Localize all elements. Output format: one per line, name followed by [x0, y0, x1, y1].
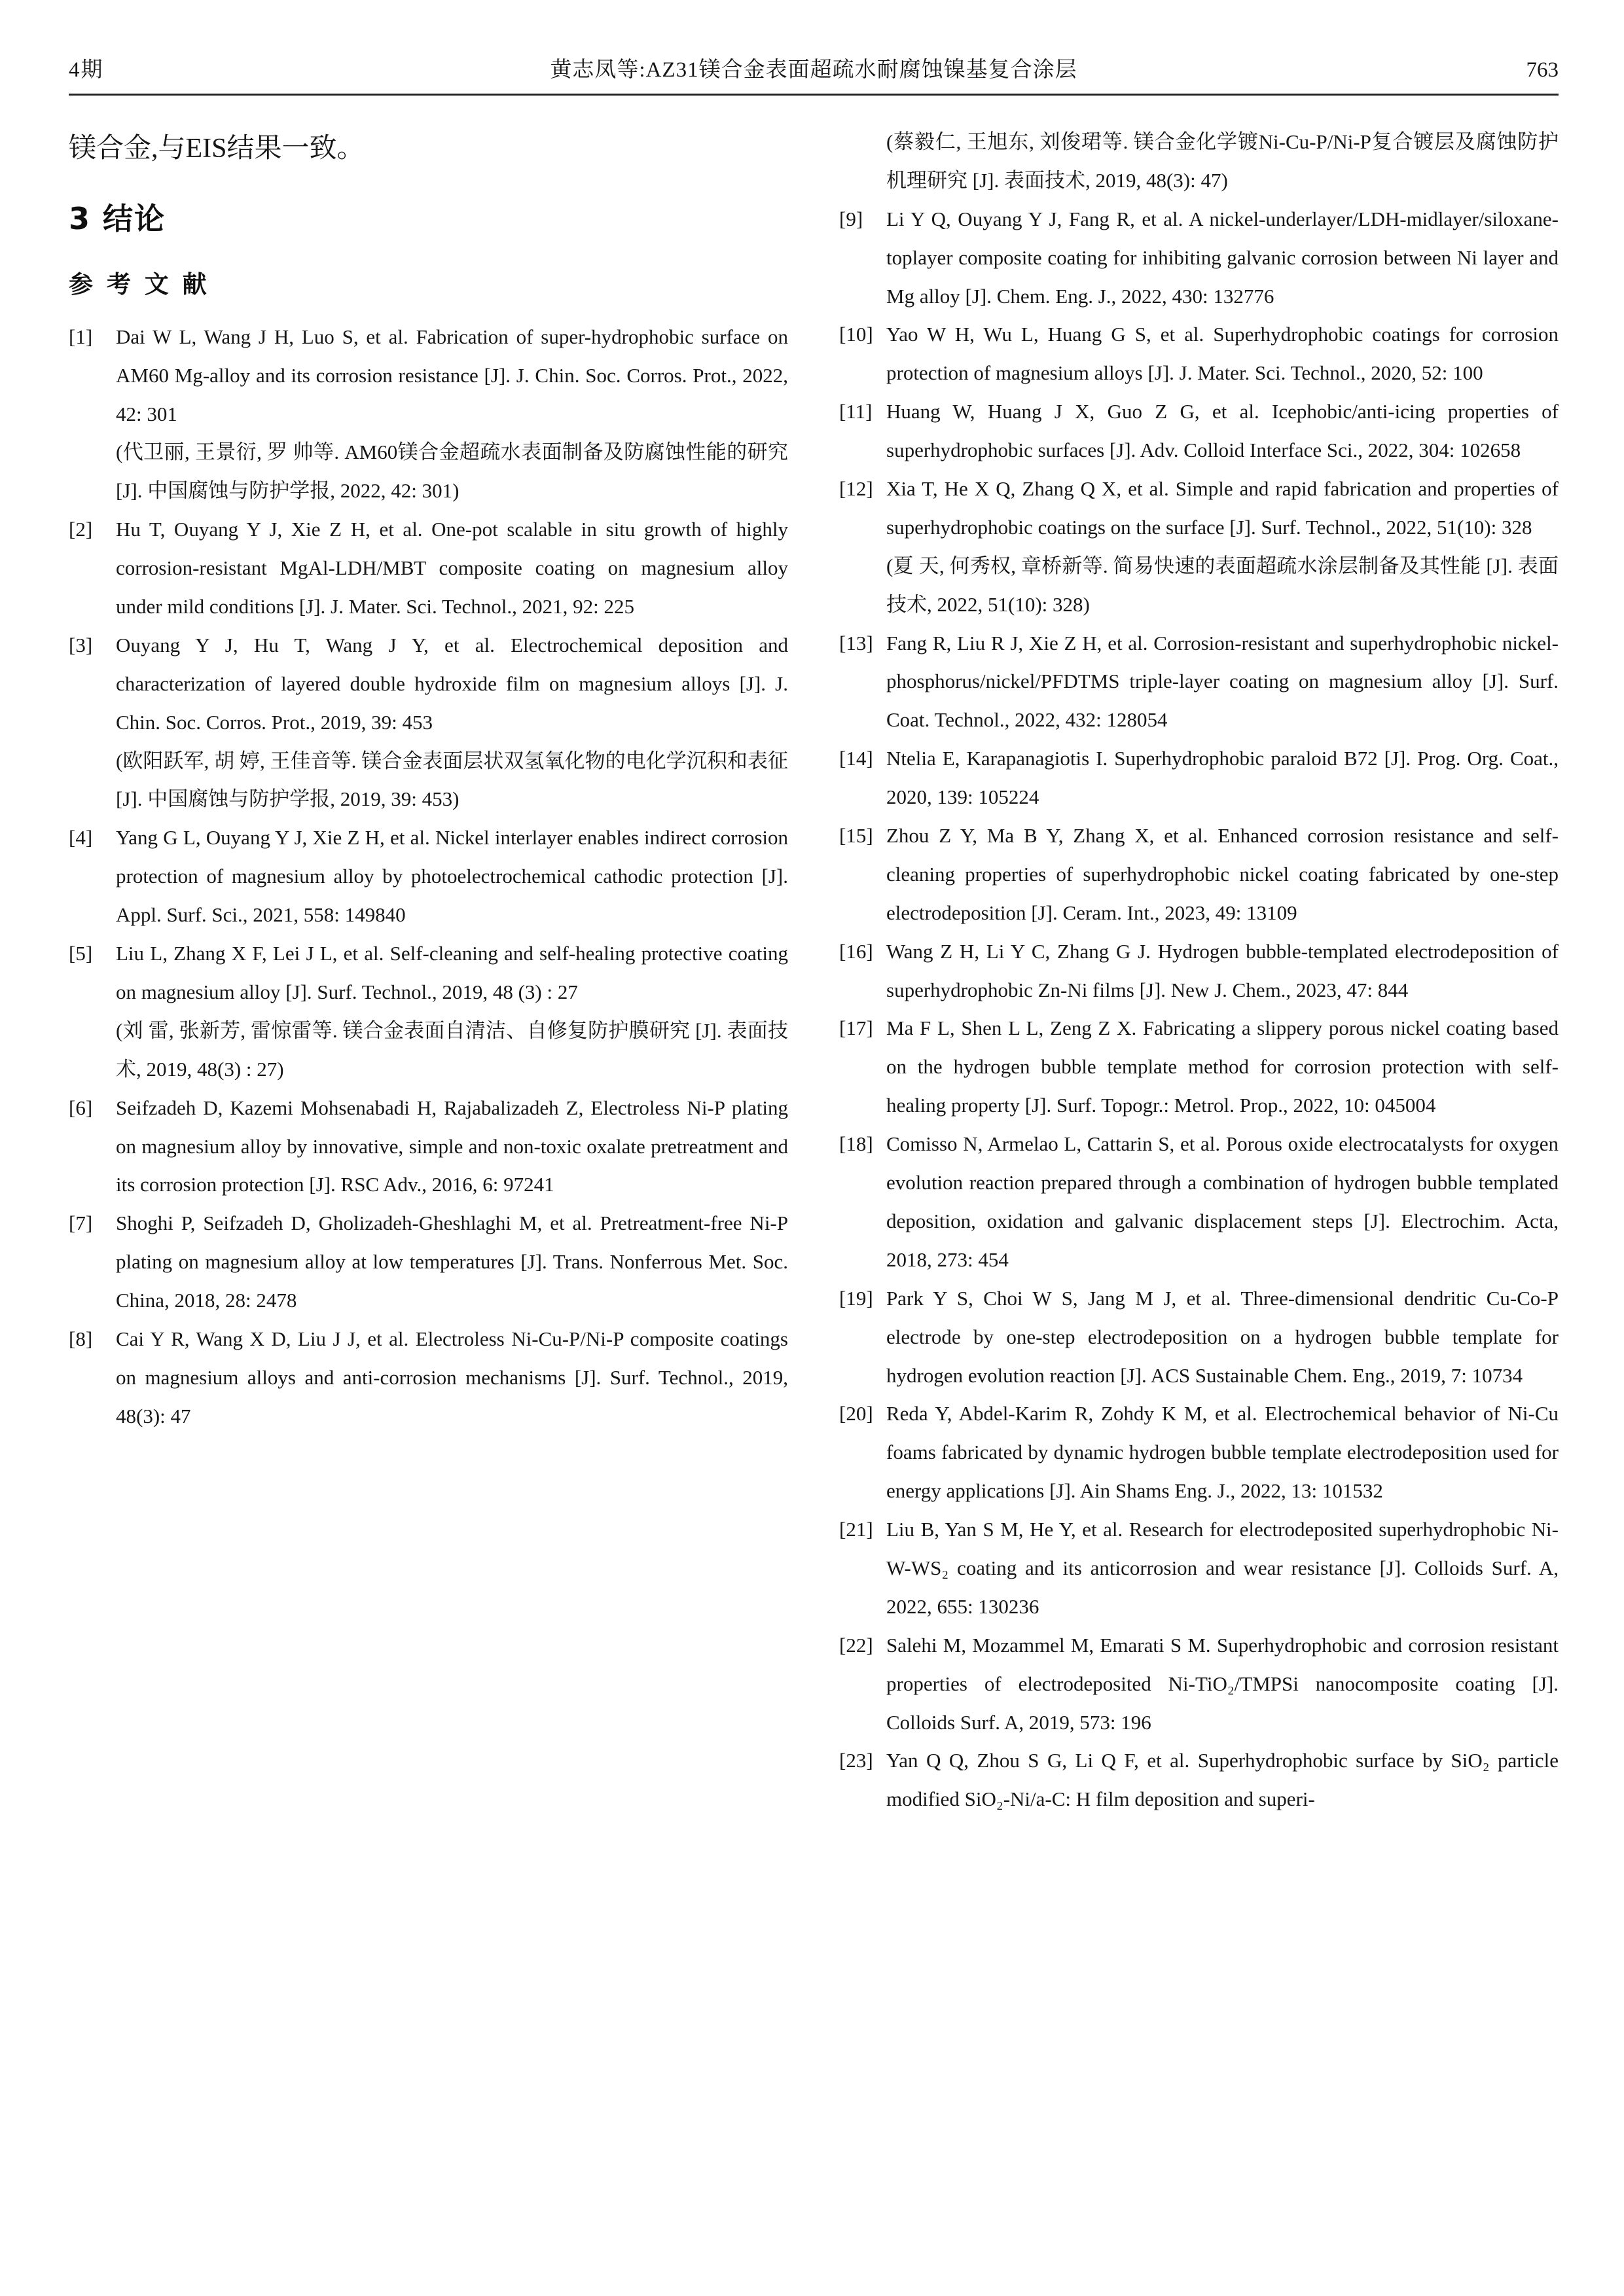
reference-item: [839, 1395, 1559, 1511]
reference-text: Shoghi P, Seifzadeh D, Gholizadeh-Gheshlaghi M, et al. Pretreatment-free Ni-P plating on magnesium alloy at low temperatures [J]. Trans. Nonferrous Met. Soc. China, 2018, 28: 2478: [116, 1211, 788, 1312]
reference-text: Ntelia E, Karapanagiotis I. Superhydrophobic paraloid B72 [J]. Prog. Org. Coat., 2020, 139: 105224: [886, 747, 1559, 809]
reference-text: Reda Y, Abdel-Karim R, Zohdy K M, et al. Electrochemical behavior of Ni-Cu foams fabricated by dynamic hydrogen bubble template electrodeposition used for energy applications [J]. Ain Shams Eng. J., 2022, 13: 101532: [886, 1402, 1559, 1503]
reference-number: [12]: [839, 477, 873, 501]
reference-number: [1]: [69, 325, 93, 348]
reference-body: [116, 935, 788, 1089]
reference-number: [20]: [839, 1402, 873, 1426]
reference-text: Yang G L, Ouyang Y J, Xie Z H, et al. Nickel interlayer enables indirect corrosion protection of magnesium alloy by photoelectrochemical cathodic protection [J]. Appl. Surf. Sci., 2021, 558: 149840: [116, 826, 788, 927]
reference-text: Salehi M, Mozammel M, Emarati S M. Superhydrophobic and corrosion resistant properties of electrodeposited Ni-TiO₂/TMPSi nanocomposite coating [J]. Colloids Surf. A, 2019, 573: 196: [886, 1633, 1559, 1734]
reference-number: [19]: [839, 1286, 873, 1310]
reference-item: [839, 315, 1559, 393]
reference-item: [839, 1511, 1559, 1626]
reference-body: [886, 1125, 1559, 1280]
reference-text: Yan Q Q, Zhou S G, Li Q F, et al. Superhydrophobic surface by SiO₂ particle modified SiO₂-Ni/a-C: H film deposition and superi-: [886, 1749, 1559, 1811]
references-list-right: [839, 123, 1559, 1819]
reference-number: [3]: [69, 633, 93, 656]
reference-number: [17]: [839, 1016, 873, 1040]
reference-item: [69, 318, 788, 511]
two-column-body: [69, 123, 1559, 1819]
reference-text: Fang R, Liu R J, Xie Z H, et al. Corrosion-resistant and superhydrophobic nickel-phosphorus/nickel/PFDTMS triple-layer coating on magnesium alloy [J]. Surf. Coat. Technol., 2022, 432: 128054: [886, 631, 1559, 732]
reference-number: [18]: [839, 1132, 873, 1156]
reference-number: [8]: [69, 1327, 93, 1350]
reference-item: [839, 1626, 1559, 1742]
reference-text: Huang W, Huang J X, Guo Z G, et al. Icephobic/anti-icing properties of superhydrophobic surfaces [J]. Adv. Colloid Interface Sci., 2022, 304: 102658: [886, 400, 1559, 462]
reference-number: [10]: [839, 323, 873, 346]
reference-item: [839, 1280, 1559, 1395]
reference-body: [886, 624, 1559, 740]
reference-translation: (夏 天, 何秀权, 章桥新等. 简易快速的表面超疏水涂层制备及其性能 [J]. 表面技术, 2022, 51(10): 328): [886, 554, 1559, 616]
reference-number: [23]: [839, 1749, 873, 1772]
reference-text: Hu T, Ouyang Y J, Xie Z H, et al. One-pot scalable in situ growth of highly corrosion-resistant MgAl-LDH/MBT composite coating on magnesium alloy under mild conditions [J]. J. Mater. Sci. Technol., 2021, 92: 225: [116, 518, 788, 619]
reference-body: [116, 819, 788, 935]
reference-number: [14]: [839, 747, 873, 770]
reference-number: [6]: [69, 1096, 93, 1119]
reference-text: Ma F L, Shen L L, Zeng Z X. Fabricating a slippery porous nickel coating based on the hydrogen bubble template method for corrosion protection with self-healing property [J]. Surf. Topogr.: Metrol. Prop., 2022, 10: 045004: [886, 1016, 1559, 1117]
reference-item: [839, 817, 1559, 933]
reference-translation: (代卫丽, 王景衍, 罗 帅等. AM60镁合金超疏水表面制备及防腐蚀性能的研究 [J]. 中国腐蚀与防护学报, 2022, 42: 301): [116, 440, 788, 503]
reference-item: [839, 624, 1559, 740]
reference-number: [16]: [839, 939, 873, 963]
reference-body: [886, 933, 1559, 1010]
reference-item: [839, 740, 1559, 817]
reference-body: [116, 1320, 788, 1436]
reference-body: [886, 740, 1559, 817]
reference-body: [886, 1395, 1559, 1511]
reference-translation: (刘 雷, 张新芳, 雷惊雷等. 镁合金表面自清洁、自修复防护膜研究 [J]. 表面技术, 2019, 48(3) : 27): [116, 1018, 788, 1081]
reference-body: [886, 1009, 1559, 1125]
reference-item: [839, 393, 1559, 470]
reference-item: [839, 1009, 1559, 1125]
reference-body: [886, 1742, 1559, 1819]
journal-header: [69, 52, 1559, 96]
issue-label: 4期: [69, 58, 104, 82]
reference-item: [69, 1089, 788, 1205]
reference-item: [839, 470, 1559, 624]
reference-body: [886, 315, 1559, 393]
reference-item: [69, 1204, 788, 1320]
reference-item: [69, 819, 788, 935]
reference-item: [69, 935, 788, 1089]
reference-body: [116, 626, 788, 819]
reference-text: Liu L, Zhang X F, Lei J L, et al. Self-cleaning and self-healing protective coating on magnesium alloy [J]. Surf. Technol., 2019, 48 (3) : 27: [116, 942, 788, 1003]
continuation-text: 镁合金,与EIS结果一致。: [69, 134, 365, 164]
reference-text: Dai W L, Wang J H, Luo S, et al. Fabrication of super-hydrophobic surface on AM60 Mg-alloy and its corrosion resistance [J]. J. Chin. Soc. Corros. Prot., 2022, 42: 301: [116, 325, 788, 425]
reference-text: Seifzadeh D, Kazemi Mohsenabadi H, Rajabalizadeh Z, Electroless Ni-P plating on magnesium alloy by innovative, simple and non-toxic oxalate pretreatment and its corrosion protection [J]. RSC Adv., 2016, 6: 97241: [116, 1096, 788, 1196]
reference-number: [5]: [69, 942, 93, 965]
reference-body: [886, 1280, 1559, 1395]
conclusion-heading: 3 结论: [69, 200, 166, 236]
references-list-left: [69, 318, 788, 1436]
reference-body: [886, 123, 1559, 200]
reference-body: [116, 1204, 788, 1320]
right-column: [839, 123, 1559, 1819]
reference-text: Zhou Z Y, Ma B Y, Zhang X, et al. Enhanced corrosion resistance and self-cleaning properties of superhydrophobic nickel coating fabricated by one-step electrodeposition [J]. Ceram. Int., 2023, 49: 13109: [886, 824, 1559, 924]
left-column: [69, 123, 788, 1819]
reference-item: [839, 123, 1559, 200]
page-number: 763: [1526, 58, 1559, 82]
reference-number: [7]: [69, 1211, 93, 1235]
reference-item: [69, 1320, 788, 1436]
reference-translation: (欧阳跃军, 胡 婷, 王佳音等. 镁合金表面层状双氢氧化物的电化学沉积和表征 [J]. 中国腐蚀与防护学报, 2019, 39: 453): [116, 749, 788, 811]
reference-number: [9]: [839, 207, 863, 230]
reference-body: [116, 1089, 788, 1205]
reference-item: [839, 933, 1559, 1010]
reference-text: Ouyang Y J, Hu T, Wang J Y, et al. Electrochemical deposition and characterization of layered double hydroxide film on magnesium alloys [J]. J. Chin. Soc. Corros. Prot., 2019, 39: 453: [116, 633, 788, 734]
reference-number: [21]: [839, 1518, 873, 1541]
running-title: 黄志凤等:AZ31镁合金表面超疏水耐腐蚀镍基复合涂层: [550, 58, 1077, 82]
reference-item: [69, 511, 788, 626]
reference-body: [886, 393, 1559, 470]
reference-number: [11]: [839, 400, 873, 423]
reference-text: Li Y Q, Ouyang Y J, Fang R, et al. A nickel-underlayer/LDH-midlayer/siloxane-toplayer composite coating for inhibiting galvanic corrosion between Ni layer and Mg alloy [J]. Chem. Eng. J., 2022, 430: 132776: [886, 207, 1559, 308]
reference-body: [886, 1511, 1559, 1626]
reference-item: [839, 1125, 1559, 1280]
reference-item: [839, 1742, 1559, 1819]
reference-text: Wang Z H, Li Y C, Zhang G J. Hydrogen bubble-templated electrodeposition of superhydrophobic Zn-Ni films [J]. New J. Chem., 2023, 47: 844: [886, 939, 1559, 1001]
references-heading: 参 考 文 献: [69, 270, 209, 298]
reference-text: Xia T, He X Q, Zhang Q X, et al. Simple and rapid fabrication and properties of superhydrophobic coatings on the surface [J]. Surf. Technol., 2022, 51(10): 328: [886, 477, 1559, 539]
reference-translation: (蔡毅仁, 王旭东, 刘俊珺等. 镁合金化学镀Ni-Cu-P/Ni-P复合镀层及腐蚀防护机理研究 [J]. 表面技术, 2019, 48(3): 47): [886, 130, 1559, 192]
reference-item: [839, 200, 1559, 316]
reference-item: [69, 626, 788, 819]
reference-text: Yao W H, Wu L, Huang G S, et al. Superhydrophobic coatings for corrosion protection of magnesium alloys [J]. J. Mater. Sci. Technol., 2020, 52: 100: [886, 323, 1559, 385]
reference-number: [13]: [839, 631, 873, 655]
reference-body: [116, 511, 788, 626]
reference-number: [4]: [69, 826, 93, 850]
reference-text: Comisso N, Armelao L, Cattarin S, et al. Porous oxide electrocatalysts for oxygen evolution reaction prepared through a combination of hydrogen bubble templated deposition, oxidation and galvanic displacement steps [J]. Electrochim. Acta, 2018, 273: 454: [886, 1132, 1559, 1271]
reference-number: [2]: [69, 518, 93, 541]
reference-body: [886, 470, 1559, 624]
reference-body: [886, 200, 1559, 316]
reference-body: [116, 318, 788, 511]
reference-number: [22]: [839, 1633, 873, 1657]
reference-text: Cai Y R, Wang X D, Liu J J, et al. Electroless Ni-Cu-P/Ni-P composite coatings on magnesium alloys and anti-corrosion mechanisms [J]. Surf. Technol., 2019, 48(3): 47: [116, 1327, 788, 1427]
reference-body: [886, 1626, 1559, 1742]
reference-text: Park Y S, Choi W S, Jang M J, et al. Three-dimensional dendritic Cu-Co-P electrode by one-step electrodeposition on a hydrogen bubble template for hydrogen evolution reaction [J]. ACS Sustainable Chem. Eng., 2019, 7: 10734: [886, 1286, 1559, 1387]
reference-text: Liu B, Yan S M, He Y, et al. Research for electrodeposited superhydrophobic Ni-W-WS₂ coating and its anticorrosion and wear resistance [J]. Colloids Surf. A, 2022, 655: 130236: [886, 1518, 1559, 1618]
reference-number: [15]: [839, 824, 873, 848]
reference-body: [886, 817, 1559, 933]
